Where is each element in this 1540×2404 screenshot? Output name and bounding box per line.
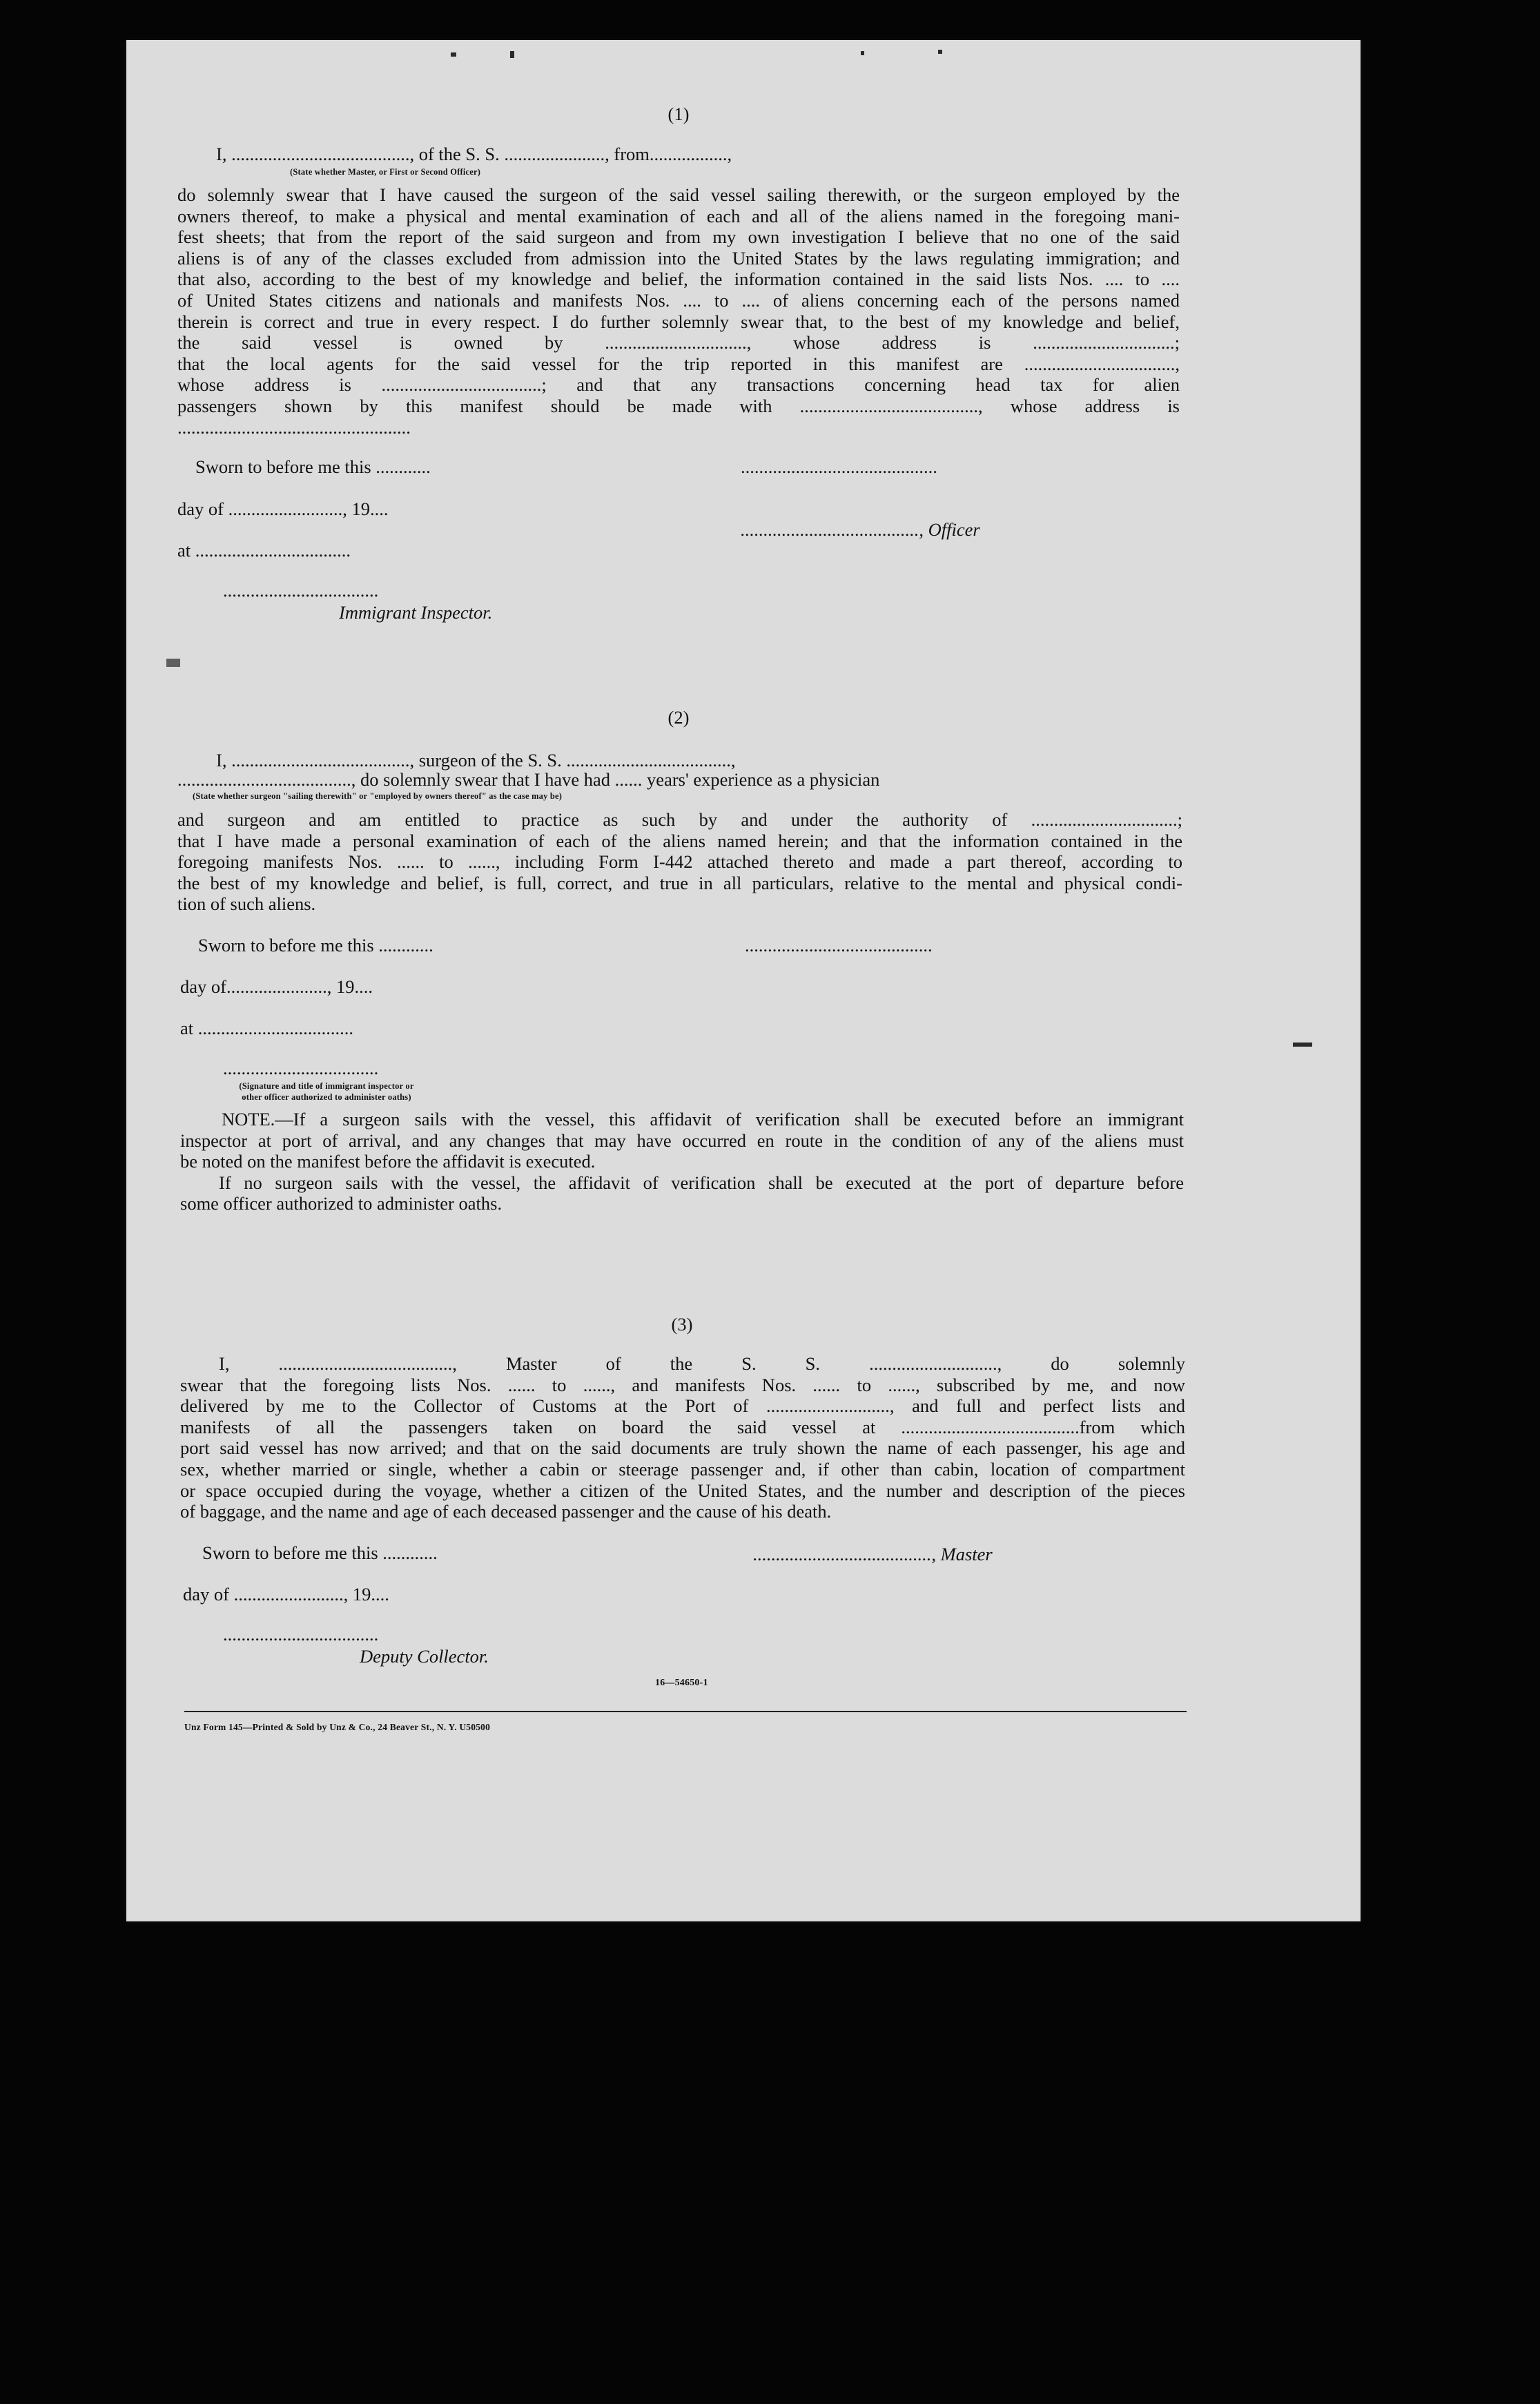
section-3-day: day of ........................, 19.... (183, 1584, 389, 1605)
section-1-line: owners thereof, to make a physical and mental examination of each and all of the aliens named in the foregoing mani- (177, 205, 1180, 226)
section-1-sig-dots: .................................. (223, 580, 379, 601)
section-3-line: delivered by me to the Collector of Customs at the Port of ..........................., and full and perfect lists and (180, 1395, 1185, 1417)
section-1-sworn: Sworn to before me this ............ (195, 456, 431, 477)
section-1-line: do solemnly swear that I have caused the surgeon of the said vessel sailing therewith, or the surgeon employed by the (177, 184, 1180, 205)
section-3-line: I, ......................................, Master of the S. S. ............................, do solemnly (219, 1353, 1185, 1374)
section-3-sworn: Sworn to before me this ............ (202, 1542, 438, 1563)
scan-speck (861, 51, 864, 55)
section-1-at: at .................................. (177, 540, 351, 561)
scan-speck (1293, 1043, 1312, 1047)
section-3-number: (3) (671, 1314, 693, 1335)
surgeon-note: (State whether surgeon "sailing therewith" or "employed by owners thereof" as the case may be) (193, 791, 563, 801)
scan-speck (510, 51, 514, 58)
section-3-sig-dots: .................................. (223, 1624, 379, 1645)
signature-note-line-1: (Signature and title of immigrant inspector or (239, 1081, 414, 1091)
form-code: 16—54650-1 (655, 1678, 708, 1688)
note-line: NOTE.—If a surgeon sails with the vessel, this affidavit of verification shall be executed before an immigrant (222, 1109, 1184, 1130)
section-2-sworn: Sworn to before me this ............ (198, 935, 433, 956)
note-line: be noted on the manifest before the affidavit is executed. (180, 1151, 596, 1172)
scan-speck (451, 52, 456, 57)
section-2-line: that I have made a personal examination of each of the aliens named herein; and that the information contained in the (177, 830, 1182, 851)
scan-speck (938, 50, 942, 54)
section-2-sig-dots: .................................. (223, 1058, 379, 1078)
section-3-line: of baggage, and the name and age of each deceased passenger and the cause of his death. (180, 1501, 832, 1522)
section-3-line: port said vessel has now arrived; and that on the said documents are truly shown the name of each passenger, his age and (180, 1437, 1185, 1459)
section-3-line: sex, whether married or single, whether a cabin or steerage passenger and, if other than cabin, location of compartment (180, 1458, 1185, 1480)
section-2-line: foregoing manifests Nos. ...... to ......, including Form I-442 attached thereto and made a part thereof, according to (177, 851, 1182, 873)
section-3-line: swear that the foregoing lists Nos. ...... to ......, and manifests Nos. ...... to ......, subscribed by me, and now (180, 1374, 1185, 1395)
section-1-day: day of ........................., 19.... (177, 498, 389, 519)
note-line: If no surgeon sails with the vessel, the affidavit of verification shall be executed at the port of departure before (219, 1172, 1184, 1193)
section-1-line: therein is correct and true in every respect. I do further solemnly swear that, to the best of my knowledge and belief, (177, 311, 1180, 332)
section-1-body (177, 184, 1180, 438)
section-2-at: at .................................. (180, 1018, 353, 1038)
section-1-line: the said vessel is owned by ..............................., whose address is ...............................; (177, 332, 1180, 353)
section-1-line: that the local agents for the said vessel for the trip reported in this manifest are ................................., (177, 353, 1180, 374)
section-2-line: and surgeon and am entitled to practice as such by and under the authority of ................................; (177, 809, 1182, 830)
section-1-line: ................................................... (177, 416, 411, 438)
officer-signature-line: ......................................., Officer (741, 519, 980, 540)
section-1-line: of United States citizens and nationals and manifests Nos. .... to .... of aliens concerning each of the persons named (177, 289, 1180, 311)
section-2-first-line: I, ......................................., surgeon of the S. S. ...................................., (216, 750, 736, 770)
manifest-verification-sheet (126, 40, 1361, 1921)
note-line: inspector at port of arrival, and any changes that may have occurred en route in the condition of any of the aliens must (180, 1130, 1184, 1151)
signature-note-line-2: other officer authorized to administer oaths) (242, 1092, 411, 1102)
immigrant-inspector-label: Immigrant Inspector. (339, 602, 493, 623)
section-2-second-line: ......................................, do solemnly swear that I have had ...... years' experience as a physician (177, 769, 880, 790)
officer-note: (State whether Master, or First or Second Officer) (290, 167, 481, 177)
section-2-day: day of......................, 19.... (180, 976, 373, 997)
section-3-line: manifests of all the passengers taken on board the said vessel at .......................................from which (180, 1416, 1185, 1437)
printer-imprint: Unz Form 145—Printed & Sold by Unz & Co., 24 Beaver St., N. Y. U50500 (184, 1722, 491, 1732)
section-1-first-line: I, ......................................., of the S. S. ......................, from................., (216, 144, 732, 164)
section-1-number: (1) (667, 104, 690, 124)
section-1-line: aliens is of any of the classes excluded from admission into the United States by the laws regulating immigration; and (177, 247, 1180, 269)
section-2-line: the best of my knowledge and belief, is full, correct, and true in all particulars, relative to the mental and physical condi- (177, 872, 1182, 893)
note-line: some officer authorized to administer oaths. (180, 1193, 503, 1214)
section-1-line: whose address is ...................................; and that any transactions concerning head tax for alien (177, 374, 1180, 396)
scan-speck (166, 659, 180, 667)
master-signature-line: ......................................., Master (753, 1544, 993, 1564)
section-3-body (180, 1353, 1185, 1522)
section-2-number: (2) (667, 707, 690, 728)
section-3-line: or space occupied during the voyage, whether a citizen of the United States, and the number and description of the pieces (180, 1480, 1185, 1501)
section-1-line: that also, according to the best of my knowledge and belief, the information contained in the said lists Nos. .... to .... (177, 269, 1180, 290)
section-1-line: fest sheets; that from the report of the said surgeon and from my own investigation I believe that no one of the said (177, 226, 1180, 248)
note-paragraph (180, 1109, 1184, 1214)
section-1-line: passengers shown by this manifest should be made with ......................................., whose address is (177, 395, 1180, 416)
deputy-collector-label: Deputy Collector. (360, 1646, 489, 1667)
section-2-line: tion of such aliens. (177, 893, 316, 915)
section-1-right-dots: ........................................... (741, 456, 937, 477)
section-2-right-dots: ......................................... (745, 935, 933, 956)
section-2-body (177, 809, 1182, 915)
footer-rule (184, 1711, 1187, 1712)
